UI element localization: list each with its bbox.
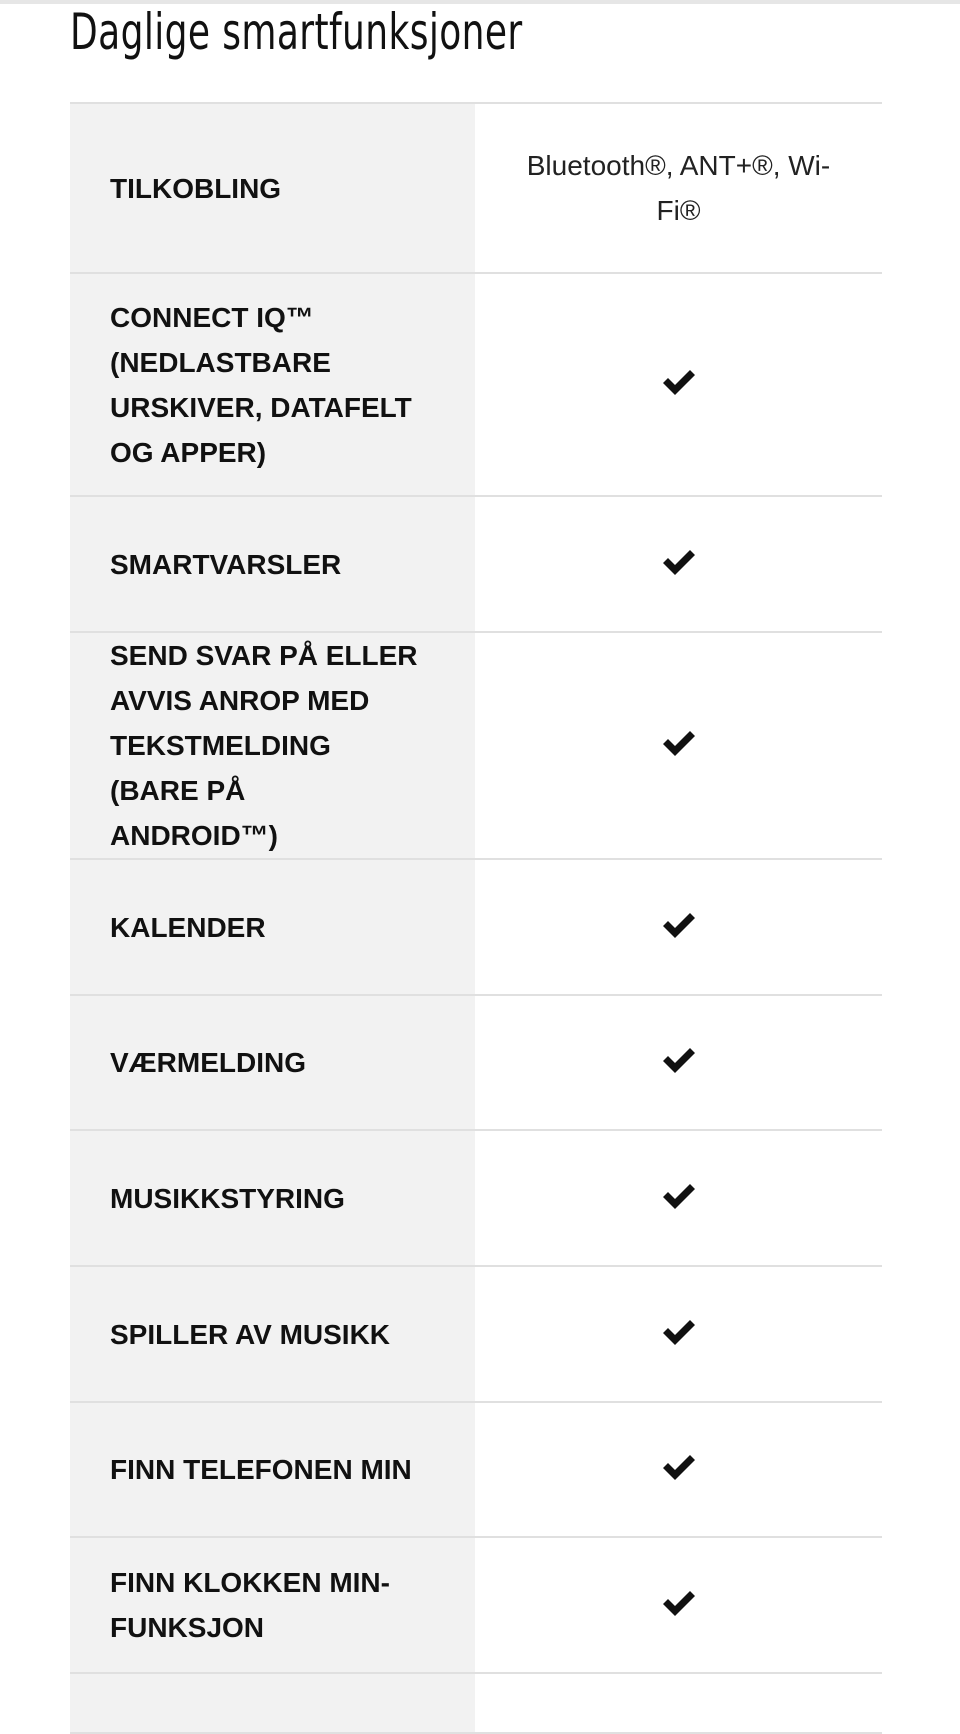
row-label-cell: [70, 1266, 475, 1402]
row-label-cell: [70, 632, 475, 859]
check-icon: [661, 547, 697, 577]
row-value: Bluetooth®, ANT+®, Wi-Fi®: [526, 150, 831, 226]
table-row: [70, 1537, 882, 1673]
row-label: SMARTVARSLER: [110, 548, 342, 580]
row-value-cell: [475, 995, 882, 1130]
check-icon: [661, 1317, 697, 1347]
row-value-cell: [475, 1537, 882, 1673]
spec-table: [70, 102, 882, 1734]
table-row: [70, 273, 882, 496]
page-title: Daglige smartfunksjoner: [70, 3, 523, 61]
check-icon: [661, 728, 697, 758]
table-row: [70, 103, 882, 273]
table-row: [70, 1130, 882, 1266]
table-row: [70, 995, 882, 1130]
row-label-cell: [70, 859, 475, 995]
row-label: KALENDER: [110, 911, 266, 943]
row-value-cell: [475, 1130, 882, 1266]
row-value-cell: [475, 859, 882, 995]
check-icon: [661, 910, 697, 940]
row-label-cell: [70, 103, 475, 273]
check-icon: [661, 1045, 697, 1075]
row-label: FINN TELEFONEN MIN: [110, 1454, 412, 1485]
row-label-cell: [70, 995, 475, 1130]
check-icon: [661, 367, 697, 397]
row-value-cell: [475, 1402, 882, 1537]
row-label: TILKOBLING: [110, 172, 282, 204]
row-label-cell: [70, 1130, 475, 1266]
table-row: [70, 632, 882, 859]
row-label-cell: [70, 273, 475, 496]
row-value-cell: [475, 273, 882, 496]
row-label: MUSIKKSTYRING: [110, 1182, 345, 1214]
row-label: SPILLER AV MUSIKK: [110, 1318, 391, 1350]
row-label-cell: [70, 496, 475, 632]
table-row: [70, 1673, 882, 1733]
row-label: SEND SVAR PÅ ELLER AVVIS ANROP MED TEKSTMELDING (BARE PÅ ANDROID™): [110, 640, 418, 851]
row-value-cell: [475, 1266, 882, 1402]
row-label-cell: [70, 1537, 475, 1673]
table-row: [70, 1266, 882, 1402]
check-icon: [661, 1181, 697, 1211]
table-row: [70, 1402, 882, 1537]
check-icon: [661, 1452, 697, 1482]
row-value-cell: [475, 496, 882, 632]
spec-table-body: [70, 103, 882, 1733]
table-row: [70, 496, 882, 632]
row-label: CONNECT IQ™ (NEDLASTBARE URSKIVER, DATAFELT OG APPER): [110, 301, 412, 468]
row-label: VÆRMELDING: [110, 1047, 306, 1078]
row-label-cell: [70, 1402, 475, 1537]
check-icon: [661, 1588, 697, 1618]
row-label-cell: [70, 1673, 475, 1733]
row-label: FINN KLOKKEN MIN-FUNKSJON: [110, 1567, 390, 1643]
row-value-cell: [475, 1673, 882, 1733]
row-value-cell: [475, 632, 882, 859]
row-value-cell: [475, 103, 882, 273]
table-row: [70, 859, 882, 995]
